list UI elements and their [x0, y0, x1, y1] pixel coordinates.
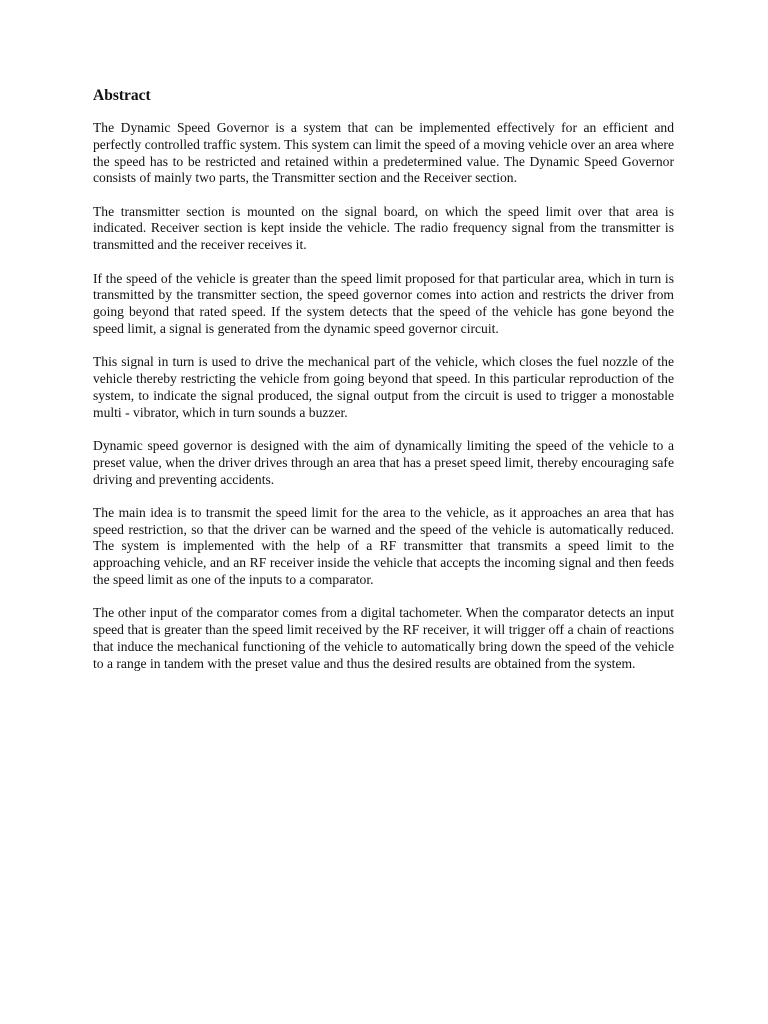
paragraph-7: The other input of the comparator comes from a digital tachometer. When the comparator detects an input speed that is greater than the speed limit received by the RF receiver, it will trigger off a chain of reactions that induce the mechanical functioning of the vehicle to automatically bring down the speed of the vehicle to a range in tandem with the preset value and thus the desired results are obtained from the system.: [93, 605, 674, 671]
paragraph-1: The Dynamic Speed Governor is a system that can be implemented effectively for an efficient and perfectly controlled traffic system. This system can limit the speed of a moving vehicle over an area where the speed has to be restricted and retained within a predetermined value. The Dynamic Speed Governor consists of mainly two parts, the Transmitter section and the Receiver section.: [93, 120, 674, 186]
paragraph-3: If the speed of the vehicle is greater than the speed limit proposed for that particular area, which in turn is transmitted by the transmitter section, the speed governor comes into action and restricts the driver from going beyond that rated speed. If the system detects that the speed of the vehicle has gone beyond the speed limit, a signal is generated from the dynamic speed governor circuit.: [93, 270, 674, 336]
abstract-section: [93, 86, 674, 689]
paragraph-5: Dynamic speed governor is designed with the aim of dynamically limiting the speed of the vehicle to a preset value, when the driver drives through an area that has a preset speed limit, thereby encouraging safe driving and preventing accidents.: [93, 437, 674, 487]
paragraph-6: The main idea is to transmit the speed limit for the area to the vehicle, as it approaches an area that has speed restriction, so that the driver can be warned and the speed of the vehicle is automatically reduced. The system is implemented with the help of a RF transmitter that transmits a speed limit to the approaching vehicle, and an RF receiver inside the vehicle that accepts the incoming signal and then feeds the speed limit as one of the inputs to a comparator.: [93, 504, 674, 588]
paragraph-4: This signal in turn is used to drive the mechanical part of the vehicle, which closes the fuel nozzle of the vehicle thereby restricting the vehicle from going beyond that speed. In this particular reproduction of the system, to indicate the signal produced, the signal output from the circuit is used to trigger a monostable multi - vibrator, which in turn sounds a buzzer.: [93, 354, 674, 420]
paragraph-2: The transmitter section is mounted on the signal board, on which the speed limit over that area is indicated. Receiver section is kept inside the vehicle. The radio frequency signal from the transmitter is transmitted and the receiver receives it.: [93, 203, 674, 253]
section-heading: Abstract: [93, 87, 151, 104]
